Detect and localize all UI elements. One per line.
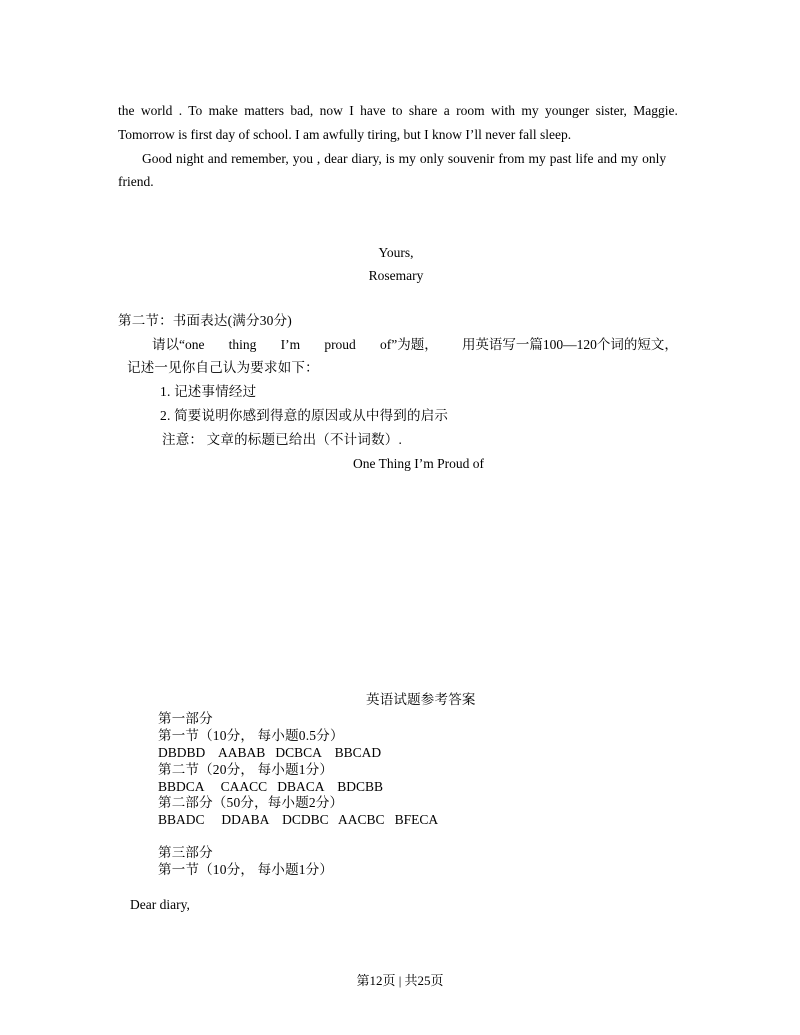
writing-section-heading: 第二节：书面表达(满分30分) — [118, 313, 292, 328]
prompt-word: I’m — [280, 337, 301, 352]
letter-line-4: friend. — [118, 174, 154, 189]
diary-salutation: Dear diary, — [130, 897, 190, 912]
answers-section-1: 第一节（10分， 每小题0.5分） — [158, 728, 344, 743]
writing-requirement-2: 2. 简要说明你感到得意的原因或从中得到的启示 — [160, 408, 449, 423]
answers-title: 英语试题参考答案 — [366, 692, 476, 707]
prompt-word: thing — [228, 337, 257, 352]
letter-closing: Yours, — [378, 245, 414, 260]
writing-note: 注意： 文章的标题已给出（不计词数）. — [162, 432, 403, 447]
answers-row-2: BBDCA CAACC DBACA BDCBB — [158, 779, 384, 794]
answers-part-1: 第一部分 — [158, 711, 213, 726]
letter-line-2: Tomorrow is first day of school. I am awfully tiring, but I know I’ll never fall sleep. — [118, 127, 572, 142]
letter-line-1-text: the world . To make matters bad, now I have to share a room with my younger sister, Maggie. — [118, 103, 678, 118]
letter-signature: Rosemary — [368, 268, 424, 283]
answers-part-3: 第三部分 — [158, 845, 213, 860]
answers-row-1: DBDBD AABAB DCBCA BBCAD — [158, 745, 382, 760]
writing-requirement-1: 1. 记述事情经过 — [160, 384, 257, 399]
page-indicator: 第12页 | 共25页 — [356, 973, 444, 988]
prompt-word: proud — [324, 337, 356, 352]
prompt-word: 请以“one — [152, 337, 205, 352]
prompt-word: of”为题， — [380, 337, 438, 352]
letter-line-3: Good night and remember, you , dear diary, is my only souvenir from my past life and my only — [142, 151, 667, 166]
writing-prompt-line-1 — [152, 338, 678, 352]
letter-line-1 — [118, 104, 682, 118]
prompt-word: 用英语写一篇100—120个词的短文， — [461, 337, 678, 352]
answers-section-3: 第一节（10分， 每小题1分） — [158, 862, 334, 877]
answers-part-2: 第二部分（50分，每小题2分） — [158, 795, 344, 810]
answers-section-2: 第二节（20分， 每小题1分） — [158, 762, 334, 777]
essay-title: One Thing I’m Proud of — [353, 456, 484, 471]
answers-row-3: BBADC DDABA DCDBC AACBC BFECA — [158, 812, 439, 827]
writing-prompt-line-2: 记述一见你自己认为要求如下： — [127, 360, 319, 375]
